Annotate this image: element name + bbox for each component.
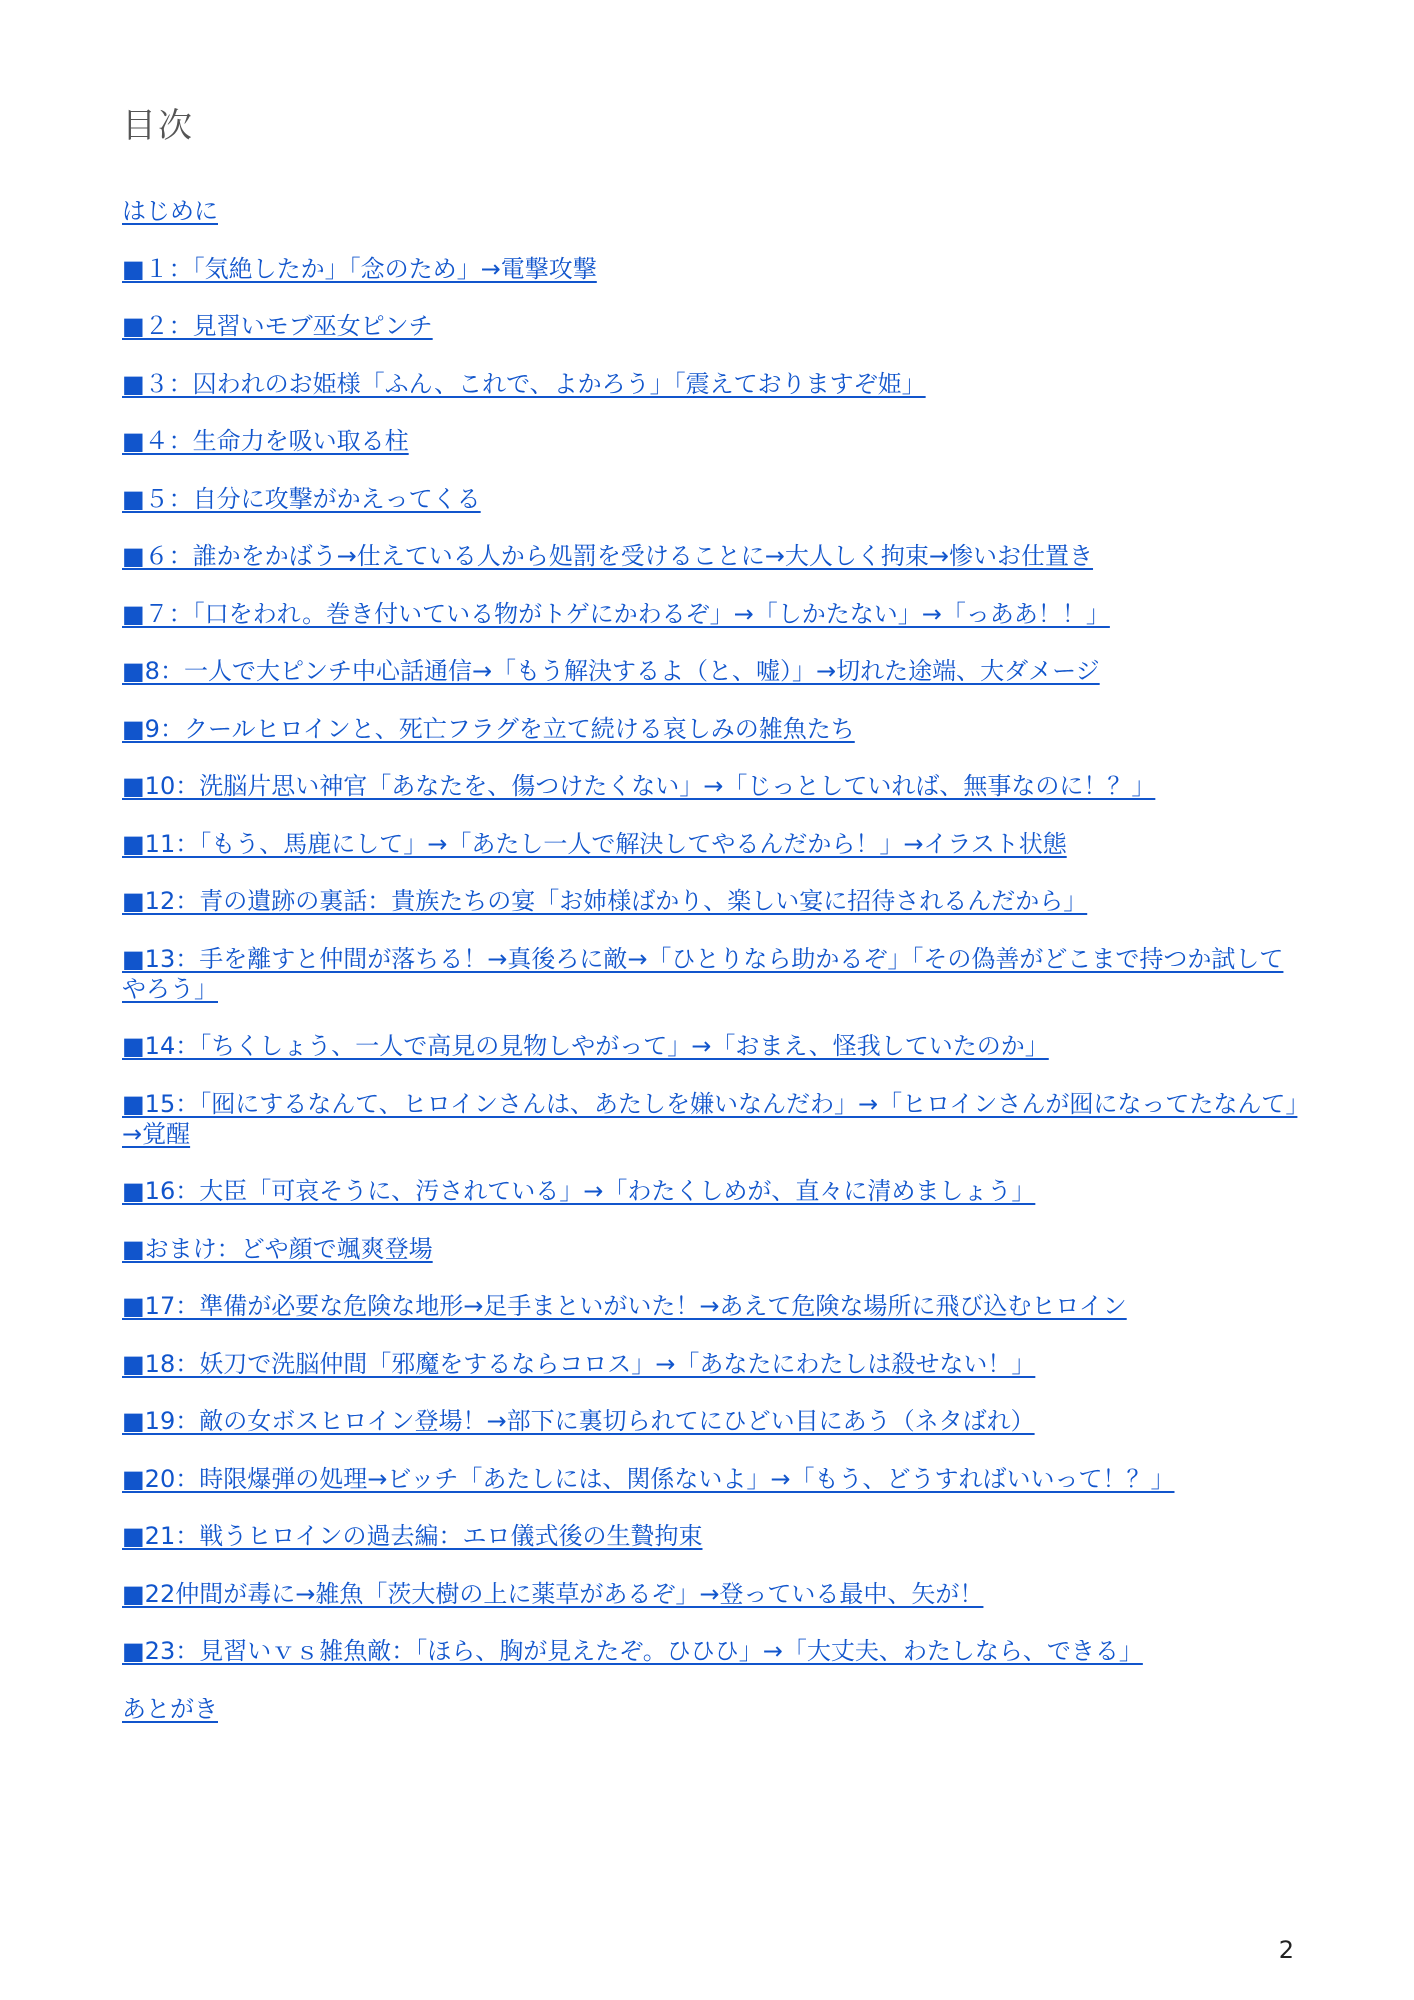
toc-link-12[interactable]: ■12：青の遺跡の裏話：貴族たちの宴「お姉様ばかり、楽しい宴に招待されるんだから」 [122, 887, 1088, 915]
toc-link-11[interactable]: ■11：「もう、馬鹿にして」→「あたし一人で解決してやるんだから！」→イラスト状態 [122, 829, 1067, 858]
toc-link-6[interactable]: ■６：誰かをかばう→仕えている人から処罰を受けることに→大人しく拘束→惨いお仕置き [122, 542, 1094, 570]
toc-link-14[interactable]: ■14：「ちくしょう、一人で高見の見物しやがって」→「おまえ、怪我していたのか」 [122, 1032, 1049, 1060]
toc-link-8[interactable]: ■8：一人で大ピンチ中心話通信→「もう解決するよ（と、嘘）」→切れた途端、大ダメージ [122, 657, 1100, 685]
toc-entry [122, 1234, 1302, 1264]
toc-entry [122, 1521, 1302, 1551]
toc-entry [122, 311, 1302, 341]
toc-link-22[interactable]: ■22仲間が毒に→雑魚「茨大樹の上に薬草があるぞ」→登っている最中、矢が！ [122, 1579, 984, 1608]
page-title: 目次 [122, 106, 194, 146]
toc-entry [122, 1089, 1302, 1149]
toc-link-17[interactable]: ■17：準備が必要な危険な地形→足手まといがいた！→あえて危険な場所に飛び込むヒロイン [122, 1292, 1127, 1320]
toc-entry-afterword [122, 1694, 1302, 1724]
toc-entry-intro [122, 196, 1302, 226]
toc-link-15[interactable]: ■15：「囮にするなんて、ヒロインさんは、あたしを嫌いなんだわ」→「ヒロインさんが囮になってたなんて」→覚醒 [122, 1089, 1298, 1148]
toc-entry [122, 1464, 1302, 1494]
toc-link-bonus[interactable]: ■おまけ：どや顔で颯爽登場 [122, 1234, 433, 1263]
toc-entry [122, 484, 1302, 514]
toc-link-13[interactable]: ■13：手を離すと仲間が落ちる！→真後ろに敵→「ひとりなら助かるぞ」「その偽善がどこまで持つか試してやろう」 [122, 944, 1284, 1003]
toc-entry [122, 426, 1302, 456]
toc-link-1[interactable]: ■１：「気絶したか」「念のため」→電撃攻撃 [122, 254, 597, 283]
toc-link-afterword[interactable]: あとがき [122, 1694, 218, 1723]
table-of-contents [122, 196, 1302, 1751]
toc-entry [122, 1406, 1302, 1436]
toc-link-3[interactable]: ■３：囚われのお姫様「ふん、これで、よかろう」「震えておりますぞ姫」 [122, 369, 926, 398]
toc-link-16[interactable]: ■16：大臣「可哀そうに、汚されている」→「わたくしめが、直々に清めましょう」 [122, 1177, 1036, 1205]
toc-entry [122, 1579, 1302, 1609]
toc-link-23[interactable]: ■23：見習いｖｓ雑魚敵：「ほら、胸が見えたぞ。ひひひ」→「大丈夫、わたしなら、できる」 [122, 1637, 1143, 1665]
toc-link-7[interactable]: ■７：「口をわれ。巻き付いている物がトゲにかわるぞ」→「しかたない」→「っああ！！」 [122, 599, 1110, 628]
toc-link-20[interactable]: ■20：時限爆弾の処理→ビッチ「あたしには、関係ないよ」→「もう、どうすればいいって！？」 [122, 1464, 1175, 1493]
toc-entry [122, 369, 1302, 399]
toc-entry [122, 541, 1302, 571]
toc-link-18[interactable]: ■18：妖刀で洗脳仲間「邪魔をするならコロス」→「あなたにわたしは殺せない！」 [122, 1349, 1036, 1378]
toc-entry [122, 1291, 1302, 1321]
toc-entry [122, 944, 1302, 1004]
toc-link-4[interactable]: ■４：生命力を吸い取る柱 [122, 427, 409, 455]
toc-link-21[interactable]: ■21：戦うヒロインの過去編：エロ儀式後の生贄拘束 [122, 1522, 703, 1550]
toc-link-10[interactable]: ■10：洗脳片思い神官「あなたを、傷つけたくない」→「じっとしていれば、無事なのに！？」 [122, 772, 1156, 800]
toc-link-9[interactable]: ■9：クールヒロインと、死亡フラグを立て続ける哀しみの雑魚たち [122, 714, 855, 743]
toc-entry [122, 714, 1302, 744]
toc-link-5[interactable]: ■５：自分に攻撃がかえってくる [122, 484, 481, 513]
toc-link-19[interactable]: ■19：敵の女ボスヒロイン登場！→部下に裏切られてにひどい目にあう（ネタばれ） [122, 1407, 1035, 1435]
toc-link-intro[interactable]: はじめに [122, 197, 218, 225]
toc-entry [122, 829, 1302, 859]
toc-entry [122, 1031, 1302, 1061]
toc-link-2[interactable]: ■２：見習いモブ巫女ピンチ [122, 312, 433, 340]
toc-entry [122, 771, 1302, 801]
page-number: 2 [1278, 1936, 1294, 1964]
toc-entry [122, 599, 1302, 629]
toc-entry [122, 1176, 1302, 1206]
toc-entry [122, 1349, 1302, 1379]
toc-entry [122, 1636, 1302, 1666]
toc-entry [122, 656, 1302, 686]
toc-entry [122, 886, 1302, 916]
toc-entry [122, 254, 1302, 284]
